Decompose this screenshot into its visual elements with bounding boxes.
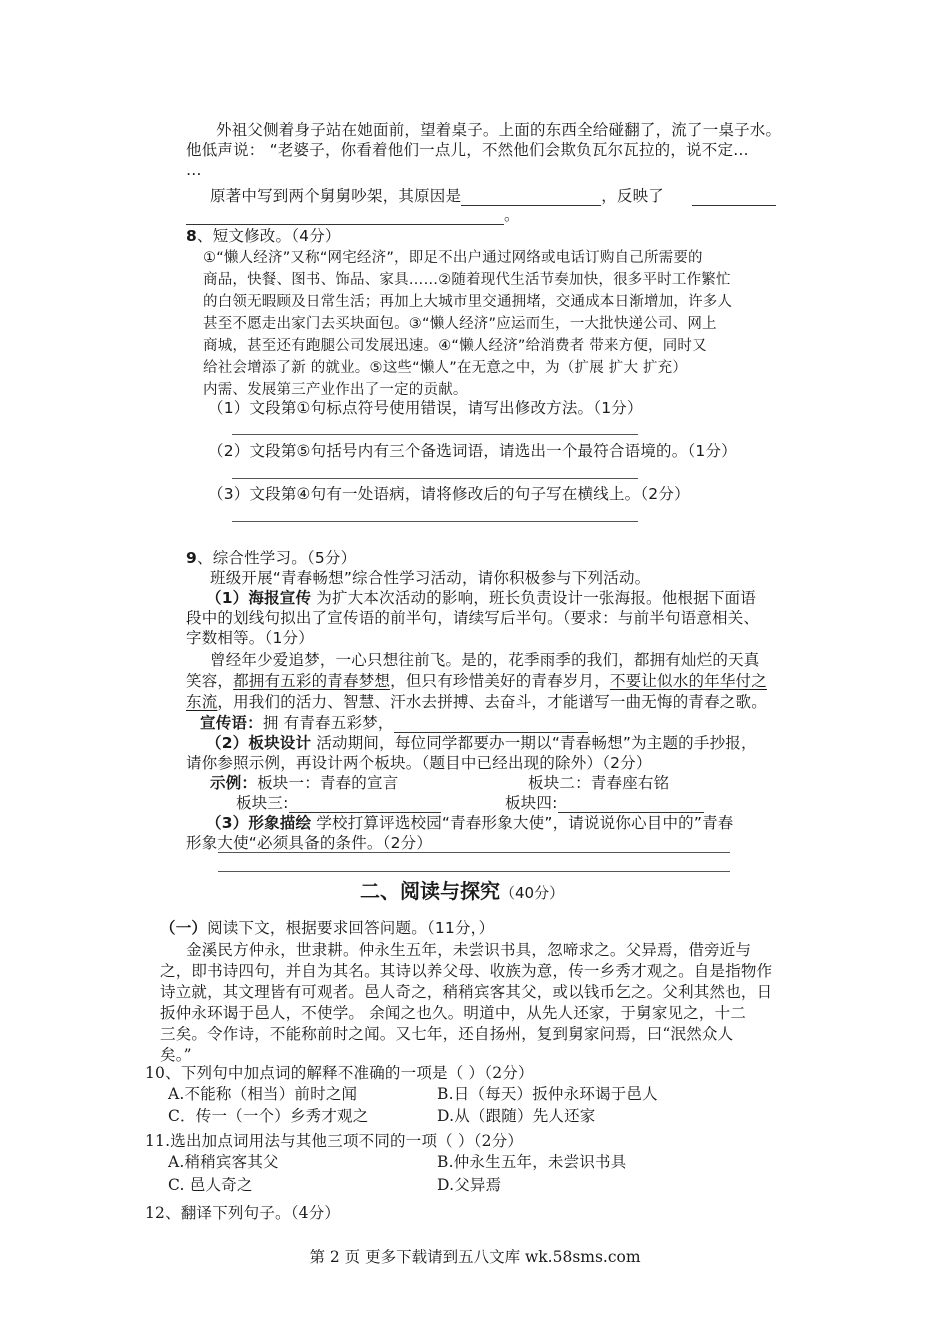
quote-text: ，用我们的活力、智慧、汗水去拼搏、去奋斗，才能谱写一曲无悔的青春之歌。: [217, 693, 767, 711]
slogan-answer-blank[interactable]: [394, 716, 588, 733]
question-title: 、综合性学习。（5分）: [197, 549, 357, 567]
block-label: 板块三:: [236, 794, 289, 812]
example-label: 示例：: [210, 774, 258, 792]
q8-passage-line: 甚至不愿走出家门去买块面包。③“懒人经济”应运而生，一大批快递公司、网上: [203, 316, 717, 332]
part-label: （3）形象描绘: [206, 814, 312, 832]
example-block: 板块一：青春的宣言: [257, 774, 399, 792]
q8-passage-line: 内需、发展第三产业作出了一定的贡献。: [203, 382, 468, 398]
q10-option-d[interactable]: D.从（跟随）先人还家: [437, 1107, 596, 1125]
q8-heading: [186, 226, 341, 246]
reading-prompt: [160, 918, 494, 938]
classical-text-line: 之，即书诗四句，并自为其名。其诗以养父母、收族为意，传一乡秀才观之。自是指物作: [160, 962, 773, 980]
slogan-label: 宣传语：: [200, 714, 263, 732]
answer-line[interactable]: [232, 521, 638, 522]
passage-line: 外祖父侧着身子站在她面前，望着桌子。上面的东西全给碰翻了，流了一桌子水。: [216, 121, 782, 139]
classical-text-line: 扳仲永环谒于邑人，不使学。 余闻之也久。明道中，从先人还家，于舅家见之，十二: [160, 1004, 747, 1022]
q9-intro: 班级开展“青春畅想”综合性学习活动，请你积极参与下列活动。: [210, 569, 651, 587]
question-line: [186, 205, 520, 225]
underlined-sentence: 东流: [186, 693, 218, 711]
quote-text: ，但只有珍惜美好的青春岁月，: [390, 672, 610, 690]
q9-heading: [186, 548, 356, 568]
quote-text: 笑容，: [186, 672, 234, 690]
classical-text-line: 诗立就，其文理皆有可观者。邑人奇之，稍稍宾客其父，或以钱币乞之。父利其然也，日: [160, 983, 773, 1001]
example-block-2: 板块二：青春座右铭: [528, 774, 670, 792]
answer-line[interactable]: [218, 852, 730, 853]
block-4-blank[interactable]: [558, 796, 704, 813]
passage-line: 他低声说： “老婆子，你看着他们一点儿，不然他们会欺负瓦尔瓦拉的，说不定…: [186, 141, 749, 159]
q11-option-d[interactable]: D.父异焉: [437, 1176, 502, 1194]
question-text: ，反映了: [601, 187, 665, 205]
answer-blank[interactable]: [692, 189, 776, 206]
q9-part1-line: 段中的划线句拟出了宣传语的前半句，请续写后半句。（要求：与前半句语意相关、: [186, 609, 760, 627]
classical-text-line: 矣。”: [160, 1046, 192, 1064]
slogan-line: [200, 713, 588, 733]
q10-stem: 10、下列句中加点词的解释不准确的一项是（ ）（2分）: [145, 1064, 534, 1082]
q11-option-c[interactable]: C. 邑人奇之: [168, 1176, 253, 1194]
q8-passage-line: ①“懒人经济”又称“网宅经济”，即足不出户通过网络或电话订购自己所需要的: [203, 250, 703, 266]
q12-stem: 12、翻译下列句子。（4分）: [145, 1204, 341, 1222]
answer-line[interactable]: [232, 478, 638, 479]
quote-line: 曾经年少爱追梦，一心只想往前飞。是的，花季雨季的我们，都拥有灿烂的天真: [210, 651, 760, 669]
question-title: 、短文修改。（4分）: [197, 227, 341, 245]
q8-sub2: （2）文段第⑤句括号内有三个备选词语，请选出一个最符合语境的。（1分）: [208, 442, 737, 460]
question-number: 8: [186, 227, 197, 245]
q9-part2: [206, 733, 757, 753]
answer-line[interactable]: [218, 871, 730, 872]
section-points: （40分）: [500, 884, 565, 902]
slogan-text: 拥 有青春五彩梦，: [262, 714, 394, 732]
q9-part3: [206, 813, 734, 833]
part-label: （1）海报宣传: [206, 589, 312, 607]
question-text: 原著中写到两个舅舅吵架，其原因是: [210, 187, 462, 205]
q8-passage-line: 商城，甚至还有跑腿公司发展迅速。④“懒人经济”给消费者 带来方便，同时又: [203, 338, 707, 354]
section-title: [360, 875, 564, 904]
classical-text-line: 金溪民方仲永，世隶耕。仲永生五年，未尝识书具，忽啼求之。父异焉，借旁近与: [186, 941, 752, 959]
section-title-text: 二、阅读与探究: [360, 879, 500, 903]
q9-part2-line: 请你参照示例，再设计两个板块。（题目中已经出现的除外）（2分）: [186, 754, 652, 772]
part-label: （2）板块设计: [206, 734, 312, 752]
question-text: 。: [504, 206, 520, 224]
quote-line: [186, 692, 767, 712]
passage-line: …: [186, 161, 202, 179]
part-text: 活动期间，每位同学都要办一期以“青春畅想”为主题的手抄报，: [311, 734, 757, 752]
q8-passage-line: 给社会增添了新 的就业。⑤这些“懒人”在无意之中，为（扩展 扩大 扩充）: [203, 360, 688, 376]
q9-part1-line: 字数相等。（1分）: [186, 629, 314, 647]
answer-line[interactable]: [232, 434, 638, 435]
q10-option-a[interactable]: A.不能称（相当）前时之闻: [168, 1085, 358, 1103]
block-4-line: [505, 793, 704, 813]
reading-label: （一）: [160, 919, 208, 937]
q11-option-b[interactable]: B.仲永生五年，未尝识书具: [437, 1153, 627, 1171]
q8-sub1: （1）文段第①句标点符号使用错误，请写出修改方法。（1分）: [208, 399, 643, 417]
q8-passage-line: 的白领无暇顾及日常生活；再加上大城市里交通拥堵，交通成本日渐增加，许多人: [203, 294, 733, 310]
q11-stem: 11.选出加点词用法与其他三项不同的一项（ ）（2分）: [145, 1132, 524, 1150]
classical-text-line: 三矣。令作诗，不能称前时之闻。又七年，还自扬州，复到舅家问焉，曰“泯然众人: [160, 1025, 734, 1043]
question-line: [210, 186, 776, 206]
reading-prompt-text: 阅读下文，根据要求回答问题。（11分，）: [207, 919, 495, 937]
underlined-sentence: 都拥有五彩的青春梦想: [233, 672, 391, 690]
block-label: 板块四:: [505, 794, 558, 812]
page-footer: 第 2 页 更多下载请到五八文库 wk.58sms.com: [309, 1248, 641, 1266]
answer-blank[interactable]: [461, 189, 601, 206]
q10-option-b[interactable]: B.日（每天）扳仲永环谒于邑人: [437, 1085, 658, 1103]
quote-line: [186, 671, 767, 691]
q8-sub3: （3）文段第④句有一处语病，请将修改后的句子写在横线上。（2分）: [208, 485, 690, 503]
underlined-sentence: 不要让似水的年华付之: [609, 672, 767, 690]
question-number: 9: [186, 549, 197, 567]
block-3-blank[interactable]: [289, 796, 441, 813]
q8-passage-line: 商品，快餐、图书、饰品、家具……②随着现代生活节奏加快，很多平时工作繁忙: [203, 272, 731, 288]
q9-part1: [206, 588, 756, 608]
block-3-line: [236, 793, 441, 813]
q10-option-c[interactable]: C．传一（一个）乡秀才观之: [168, 1107, 369, 1125]
q9-part3-line: 形象大使“必须具备的条件。（2分）: [186, 834, 433, 852]
part-text: 学校打算评选校园“青春形象大使”，请说说你心目中的”青春: [311, 814, 734, 832]
answer-blank[interactable]: [186, 208, 504, 225]
part-text: 为扩大本次活动的影响，班长负责设计一张海报。他根据下面语: [311, 589, 756, 607]
q11-option-a[interactable]: A.稍稍宾客其父: [168, 1153, 279, 1171]
example-line: [210, 773, 398, 793]
